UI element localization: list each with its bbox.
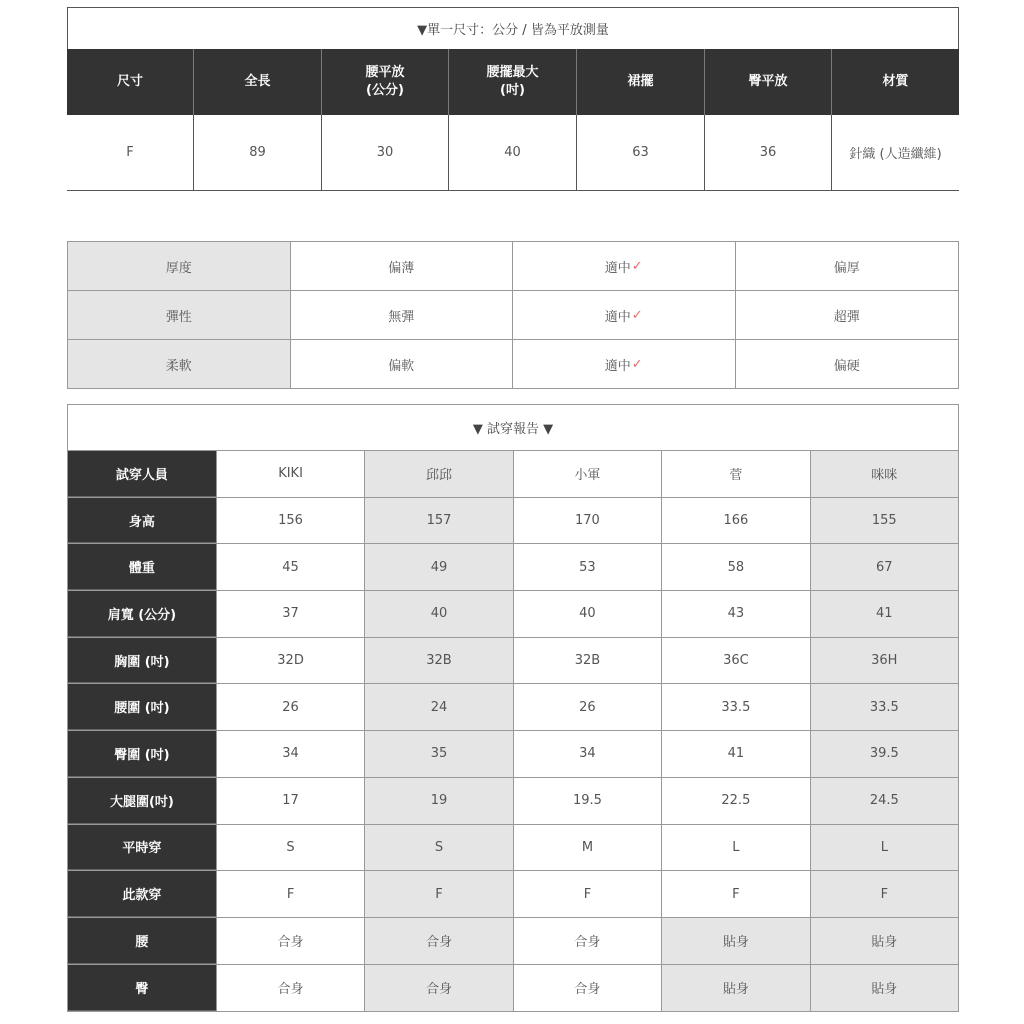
size-table-caption: ▼單一尺寸：公分 / 皆為平放測量 <box>67 7 959 49</box>
report-cell: 33.5 <box>810 684 958 730</box>
report-cell: 24 <box>364 684 512 730</box>
report-row <box>68 965 958 1012</box>
try-on-report-rows <box>68 451 958 1011</box>
report-cell: 157 <box>364 498 512 544</box>
size-header-hem-max: 腰擺最大 (吋) <box>449 49 577 115</box>
attribute-option-label: 偏硬 <box>833 358 860 374</box>
report-cell: 合身 <box>216 918 364 964</box>
report-cell: 貼身 <box>661 965 809 1012</box>
size-value-waist: 30 <box>322 115 449 190</box>
report-row <box>68 638 958 685</box>
report-cell: F <box>216 871 364 917</box>
attribute-option <box>736 291 959 339</box>
report-cell: F <box>661 871 809 917</box>
attribute-option-label: 超彈 <box>833 309 860 325</box>
report-cell: 37 <box>216 591 364 637</box>
report-row-label: 臀圍 (吋) <box>68 731 216 777</box>
checkmark-icon: ✓ <box>631 356 643 372</box>
checkmark-icon: ✓ <box>631 307 643 323</box>
report-cell: 貼身 <box>810 918 958 964</box>
report-cell: 26 <box>216 684 364 730</box>
report-cell: 32B <box>513 638 661 684</box>
report-cell: 合身 <box>513 918 661 964</box>
attribute-option-label: 適中 <box>604 309 631 325</box>
size-header-size: 尺寸 <box>67 49 194 115</box>
report-cell: 166 <box>661 498 809 544</box>
attribute-option <box>291 242 514 290</box>
size-header-length: 全長 <box>194 49 322 115</box>
attribute-label: 彈性 <box>68 291 291 339</box>
report-row <box>68 684 958 731</box>
report-cell: 67 <box>810 544 958 590</box>
attribute-option-label: 偏厚 <box>833 260 860 276</box>
report-row-label: 體重 <box>68 544 216 590</box>
attribute-option-label: 偏薄 <box>388 260 415 276</box>
size-table-header-row <box>67 49 959 115</box>
size-header-waist: 腰平放 (公分) <box>322 49 449 115</box>
report-cell: 26 <box>513 684 661 730</box>
checkmark-icon: ✓ <box>631 258 643 274</box>
size-value-material: 針織 (人造纖維) <box>849 147 942 162</box>
report-cell: 58 <box>661 544 809 590</box>
attribute-label: 厚度 <box>68 242 291 290</box>
try-on-report-table <box>67 404 959 1012</box>
size-header-hip: 臀平放 <box>705 49 832 115</box>
size-table <box>67 7 959 191</box>
size-value-skirt-hem: 63 <box>577 115 705 190</box>
report-cell: 40 <box>364 591 512 637</box>
attribute-option <box>513 291 736 339</box>
report-row <box>68 498 958 545</box>
attribute-option-label: 適中 <box>604 358 631 374</box>
report-cell: 33.5 <box>661 684 809 730</box>
report-cell: 小軍 <box>513 451 661 497</box>
report-cell: 53 <box>513 544 661 590</box>
report-row-label: 此款穿 <box>68 871 216 917</box>
attribute-row <box>68 242 958 291</box>
attribute-option <box>513 340 736 388</box>
size-table-data-row <box>67 115 959 191</box>
report-cell: S <box>216 825 364 871</box>
report-cell: S <box>364 825 512 871</box>
report-cell: 19 <box>364 778 512 824</box>
report-row-label: 試穿人員 <box>68 451 216 497</box>
size-header-skirt-hem: 裙擺 <box>577 49 705 115</box>
size-value-hem-max: 40 <box>449 115 577 190</box>
report-row <box>68 871 958 918</box>
report-cell: 合身 <box>513 965 661 1012</box>
report-cell: 170 <box>513 498 661 544</box>
size-value-length: 89 <box>194 115 322 190</box>
attribute-option <box>736 242 959 290</box>
attribute-row <box>68 340 958 388</box>
report-cell: 36H <box>810 638 958 684</box>
report-row <box>68 918 958 965</box>
report-cell: F <box>810 871 958 917</box>
report-cell: 32B <box>364 638 512 684</box>
report-cell: L <box>661 825 809 871</box>
report-row <box>68 451 958 498</box>
report-row-label: 腰圍 (吋) <box>68 684 216 730</box>
report-cell: 合身 <box>364 918 512 964</box>
attribute-option <box>291 340 514 388</box>
report-cell: 邱邱 <box>364 451 512 497</box>
report-cell: 24.5 <box>810 778 958 824</box>
report-cell: M <box>513 825 661 871</box>
report-row <box>68 825 958 872</box>
report-row-label: 胸圍 (吋) <box>68 638 216 684</box>
report-cell: 合身 <box>216 965 364 1012</box>
attribute-option <box>736 340 959 388</box>
attribute-option <box>291 291 514 339</box>
report-cell: 41 <box>661 731 809 777</box>
report-cell: 19.5 <box>513 778 661 824</box>
report-row <box>68 591 958 638</box>
report-cell: 17 <box>216 778 364 824</box>
report-cell: 菅 <box>661 451 809 497</box>
report-cell: 34 <box>216 731 364 777</box>
report-cell: 45 <box>216 544 364 590</box>
report-cell: L <box>810 825 958 871</box>
attribute-option-label: 適中 <box>604 260 631 276</box>
size-value-hip: 36 <box>705 115 832 190</box>
report-row <box>68 544 958 591</box>
report-cell: 155 <box>810 498 958 544</box>
report-cell: 34 <box>513 731 661 777</box>
attribute-option <box>513 242 736 290</box>
fabric-attribute-table <box>67 241 959 389</box>
report-row-label: 臀 <box>68 965 216 1012</box>
report-row-label: 肩寬 (公分) <box>68 591 216 637</box>
report-cell: 36C <box>661 638 809 684</box>
report-row-label: 平時穿 <box>68 825 216 871</box>
attribute-row <box>68 291 958 340</box>
report-cell: 49 <box>364 544 512 590</box>
report-cell: 41 <box>810 591 958 637</box>
report-row <box>68 731 958 778</box>
report-row <box>68 778 958 825</box>
attribute-label: 柔軟 <box>68 340 291 388</box>
attribute-option-label: 偏軟 <box>388 358 415 374</box>
report-row-label: 身高 <box>68 498 216 544</box>
report-cell: 32D <box>216 638 364 684</box>
size-header-material: 材質 <box>882 74 909 89</box>
report-cell: 22.5 <box>661 778 809 824</box>
attribute-option-label: 無彈 <box>388 309 415 325</box>
try-on-report-caption: ▼ 試穿報告 ▼ <box>68 405 958 451</box>
report-cell: KIKI <box>216 451 364 497</box>
report-cell: 40 <box>513 591 661 637</box>
report-row-label: 腰 <box>68 918 216 964</box>
report-cell: 咪咪 <box>810 451 958 497</box>
report-cell: F <box>513 871 661 917</box>
report-cell: 43 <box>661 591 809 637</box>
report-cell: F <box>364 871 512 917</box>
report-row-label: 大腿圍(吋) <box>68 778 216 824</box>
size-value-size: F <box>67 115 194 190</box>
report-cell: 貼身 <box>810 965 958 1012</box>
report-cell: 合身 <box>364 965 512 1012</box>
report-cell: 35 <box>364 731 512 777</box>
report-cell: 156 <box>216 498 364 544</box>
report-cell: 貼身 <box>661 918 809 964</box>
report-cell: 39.5 <box>810 731 958 777</box>
